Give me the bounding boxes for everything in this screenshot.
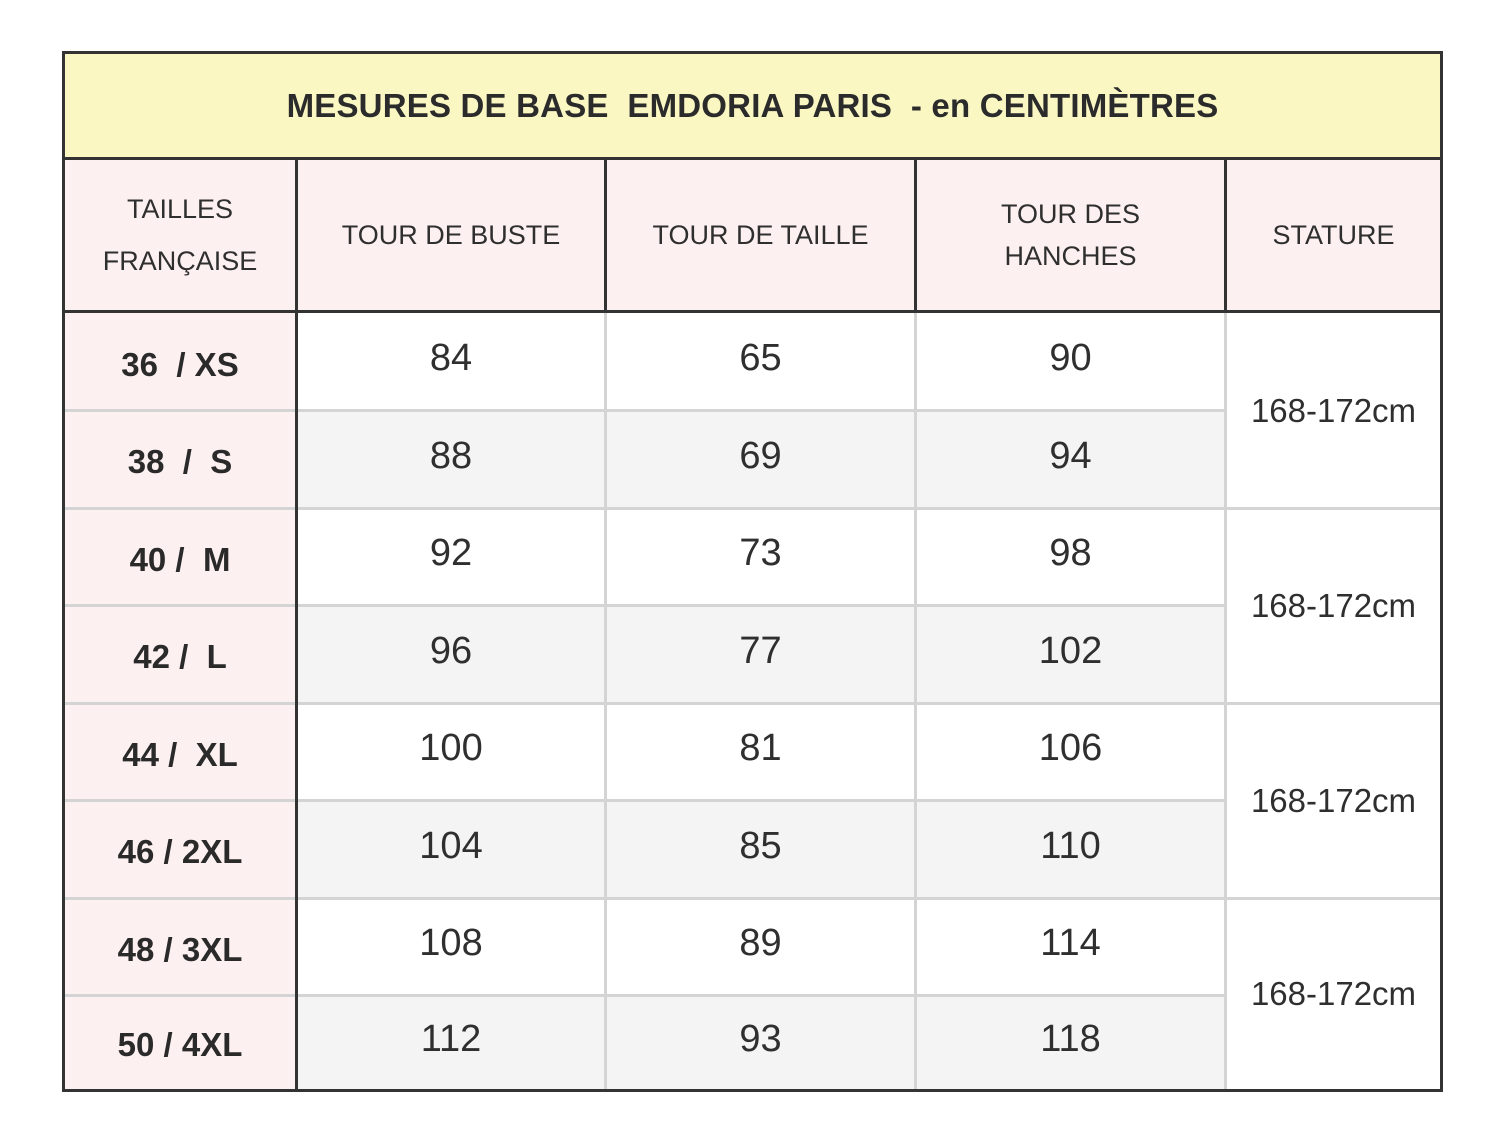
hips-cell: 102 — [917, 605, 1224, 703]
size-cell: 36 / XS — [65, 313, 295, 410]
waist-cell: 73 — [607, 508, 914, 605]
waist-cell: 93 — [607, 995, 914, 1089]
bust-cell: 88 — [298, 410, 604, 508]
hips-cell: 114 — [917, 898, 1224, 995]
bust-cell: 100 — [298, 703, 604, 800]
stature-cell: 168-172cm — [1227, 703, 1440, 898]
hips-cell: 118 — [917, 995, 1224, 1089]
header-sizes-line2: FRANÇAISE — [102, 246, 258, 276]
header-waist-label: TOUR DE TAILLE — [652, 220, 869, 250]
bust-cell: 112 — [298, 995, 604, 1089]
column-divider — [1224, 313, 1227, 1089]
column-divider — [295, 313, 298, 1089]
waist-cell: 81 — [607, 703, 914, 800]
header-bust — [295, 157, 604, 313]
stature-cell: 168-172cm — [1227, 898, 1440, 1089]
waist-cell: 85 — [607, 800, 914, 898]
waist-cell: 77 — [607, 605, 914, 703]
row-divider — [65, 897, 1440, 900]
bust-cell: 108 — [298, 898, 604, 995]
row-divider — [65, 994, 1224, 997]
waist-cell: 69 — [607, 410, 914, 508]
row-divider — [65, 604, 1224, 607]
hips-cell: 98 — [917, 508, 1224, 605]
size-cell: 48 / 3XL — [65, 898, 295, 995]
header-sizes — [65, 157, 295, 313]
size-cell: 46 / 2XL — [65, 800, 295, 898]
size-cell: 50 / 4XL — [65, 995, 295, 1089]
column-divider — [914, 313, 917, 1089]
header-sizes-line1: TAILLES — [126, 194, 234, 224]
row-divider — [65, 702, 1440, 705]
stature-cell: 168-172cm — [1227, 313, 1440, 508]
header-hips-line1: TOUR DES — [1000, 199, 1141, 229]
row-divider — [65, 799, 1224, 802]
row-divider — [65, 409, 1224, 412]
waist-cell: 65 — [607, 313, 914, 410]
column-divider — [604, 313, 607, 1089]
bust-cell: 104 — [298, 800, 604, 898]
hips-cell: 90 — [917, 313, 1224, 410]
size-chart-table — [62, 51, 1443, 1092]
header-waist — [604, 157, 914, 313]
bust-cell: 96 — [298, 605, 604, 703]
size-cell: 40 / M — [65, 508, 295, 605]
size-cell: 44 / XL — [65, 703, 295, 800]
header-bust-label: TOUR DE BUSTE — [341, 220, 561, 250]
row-divider — [65, 507, 1440, 510]
header-stature-label: STATURE — [1272, 220, 1395, 250]
size-cell: 42 / L — [65, 605, 295, 703]
table-title: MESURES DE BASE EMDORIA PARIS - en CENTIMÈTRES — [65, 54, 1440, 157]
header-hips-line2: HANCHES — [1004, 241, 1137, 271]
stature-cell: 168-172cm — [1227, 508, 1440, 703]
hips-cell: 94 — [917, 410, 1224, 508]
size-cell: 38 / S — [65, 410, 295, 508]
header-stature — [1224, 157, 1440, 313]
bust-cell: 92 — [298, 508, 604, 605]
hips-cell: 106 — [917, 703, 1224, 800]
bust-cell: 84 — [298, 313, 604, 410]
waist-cell: 89 — [607, 898, 914, 995]
header-hips — [914, 157, 1224, 313]
hips-cell: 110 — [917, 800, 1224, 898]
